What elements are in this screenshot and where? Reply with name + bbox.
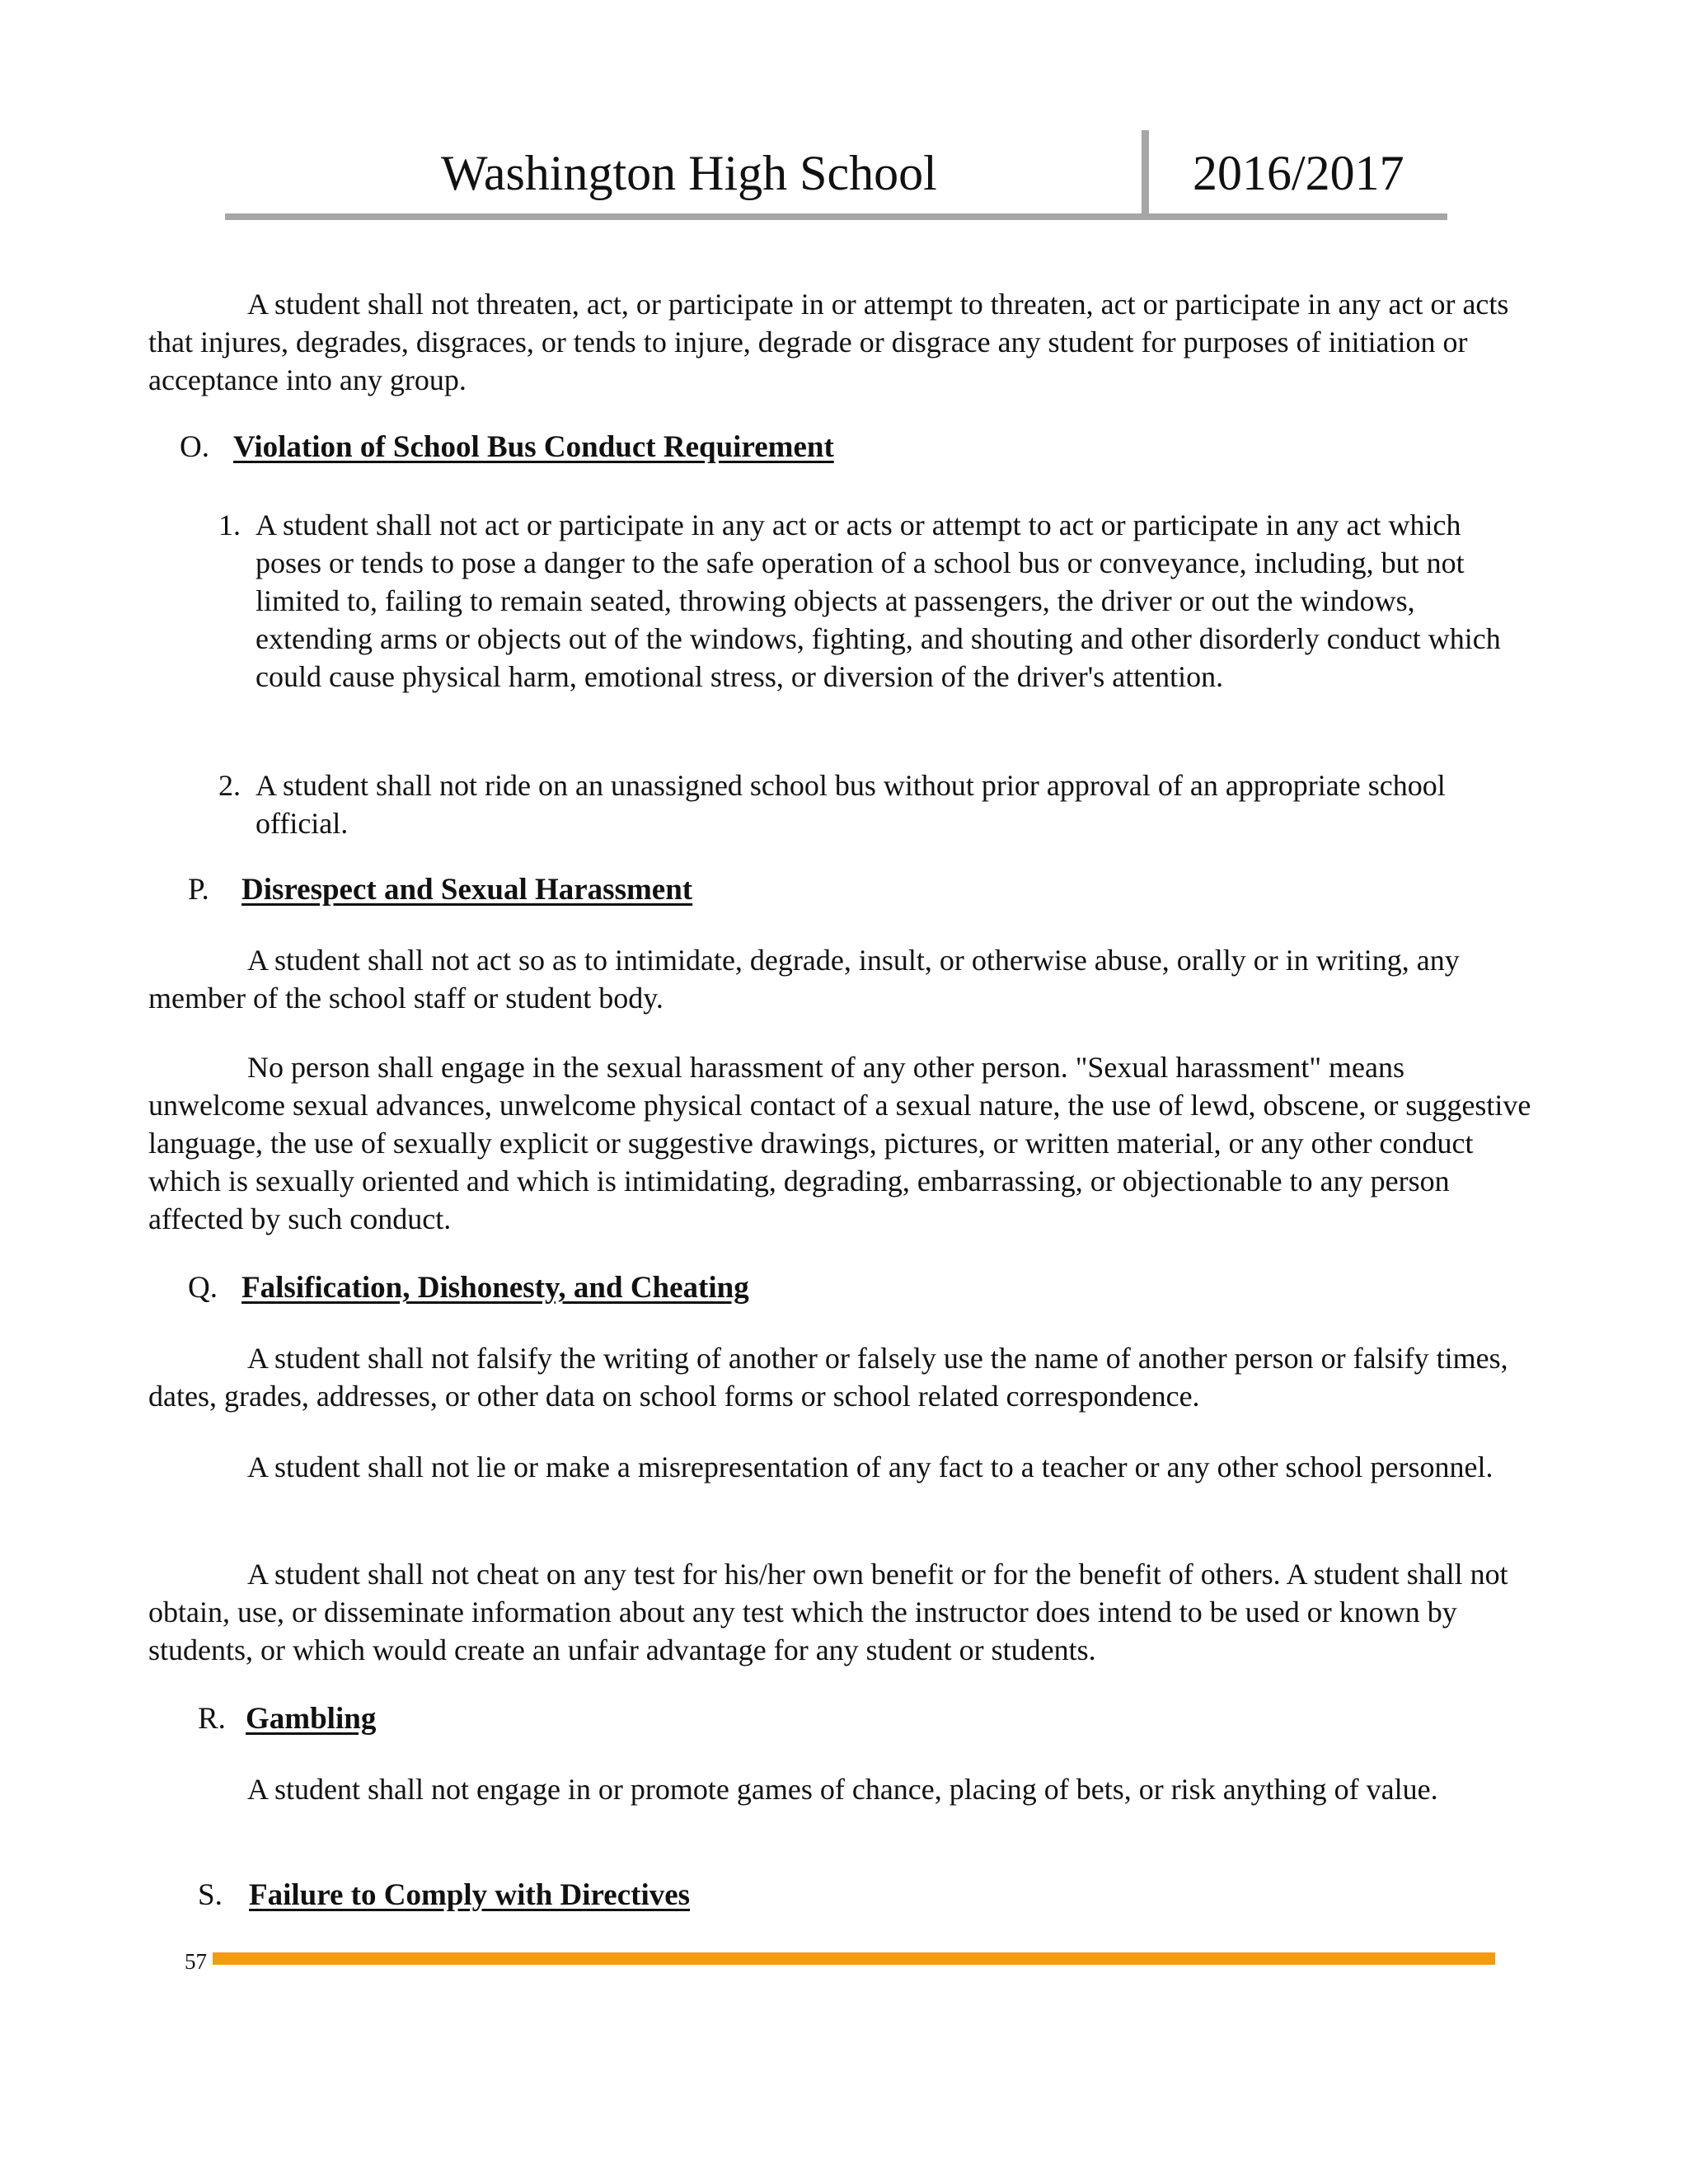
section-q-paragraph-2 xyxy=(148,1448,1541,1486)
section-r-paragraph-1 xyxy=(148,1770,1541,1808)
section-p-title: Disrespect and Sexual Harassment xyxy=(241,873,693,907)
section-q-paragraph-1 xyxy=(148,1339,1541,1415)
intro-paragraph-text: A student shall not threaten, act, or participate in or attempt to threaten, act or participate in any act or acts that injures, degrades, disgraces, or tends to injure, degrade or disgrace any student for purposes of initiation or acceptance into any group. xyxy=(148,288,1509,396)
section-s-title: Failure to Comply with Directives xyxy=(249,1878,691,1912)
section-q-letter: Q. xyxy=(188,1271,218,1305)
section-p-paragraph-1 xyxy=(148,941,1541,1017)
section-s-heading xyxy=(198,1877,690,1915)
section-p-letter: P. xyxy=(188,873,209,907)
section-o-item-2-text: A student shall not ride on an unassigned school bus without prior approval of an appropriate school official. xyxy=(256,769,1446,840)
section-r-letter: R. xyxy=(198,1702,226,1736)
header-year: 2016/2017 xyxy=(1193,146,1404,200)
section-q-paragraph-1-text: A student shall not falsify the writing of another or falsely use the name of another person or falsify times, dates, grades, addresses, or other data on school forms or school related correspondence. xyxy=(148,1342,1508,1413)
intro-paragraph xyxy=(148,285,1541,399)
section-q-title: Falsification, Dishonesty, and Cheating xyxy=(241,1271,749,1305)
page-number: 57 xyxy=(185,1949,207,1974)
header-school-name: Washington High School xyxy=(441,146,937,200)
section-r-title: Gambling xyxy=(246,1702,377,1736)
section-o-item-1 xyxy=(218,506,1504,696)
section-p-paragraph-1-text: A student shall not act so as to intimidate, degrade, insult, or otherwise abuse, orally or in writing, any member of the school staff or student body. xyxy=(148,944,1460,1015)
section-q-paragraph-3-text: A student shall not cheat on any test for his/her own benefit or for the benefit of others. A student shall not obtain, use, or disseminate information about any test which the instructor does intend to be used or known by students, or which would create an unfair advantage for any student or students. xyxy=(148,1558,1508,1666)
section-r-paragraph-1-text: A student shall not engage in or promote games of chance, placing of bets, or risk anything of value. xyxy=(247,1773,1438,1806)
section-o-letter: O. xyxy=(180,430,209,464)
section-p-paragraph-2 xyxy=(148,1048,1541,1238)
section-o-heading xyxy=(180,429,834,466)
section-q-paragraph-3 xyxy=(148,1555,1541,1669)
section-q-paragraph-2-text: A student shall not lie or make a misrepresentation of any fact to a teacher or any other school personnel. xyxy=(247,1451,1493,1483)
section-o-item-1-text: A student shall not act or participate in any act or acts or attempt to act or participate in any act which poses or tends to pose a danger to the safe operation of a school bus or conveyance, including, but not limited to, failing to remain seated, throwing objects at passengers, the driver or out the windows, extending arms or objects out of the windows, fighting, and shouting and other disorderly conduct which could cause physical harm, emotional stress, or diversion of the driver's attention. xyxy=(256,509,1501,693)
section-o-item-1-number: 1. xyxy=(218,509,241,541)
section-r-heading xyxy=(198,1700,376,1738)
section-s-letter: S. xyxy=(198,1878,223,1912)
section-p-paragraph-2-text: No person shall engage in the sexual harassment of any other person. "Sexual harassment" means unwelcome sexual advances, unwelcome physical contact of a sexual nature, the use of lewd, obscene, or suggestive language, the use of sexually explicit or suggestive drawings, pictures, or written material, or any other conduct which is sexually oriented and which is intimidating, degrading, embarrassing, or objectionable to any person affected by such conduct. xyxy=(148,1051,1531,1235)
footer-accent-bar xyxy=(213,1952,1495,1965)
section-o-item-2 xyxy=(218,766,1504,842)
section-o-item-2-number: 2. xyxy=(218,769,241,802)
header-divider xyxy=(1142,130,1149,216)
section-q-heading xyxy=(188,1269,749,1307)
section-p-heading xyxy=(188,871,692,909)
header-rule xyxy=(225,213,1447,220)
section-o-title: Violation of School Bus Conduct Requirement xyxy=(233,430,834,464)
